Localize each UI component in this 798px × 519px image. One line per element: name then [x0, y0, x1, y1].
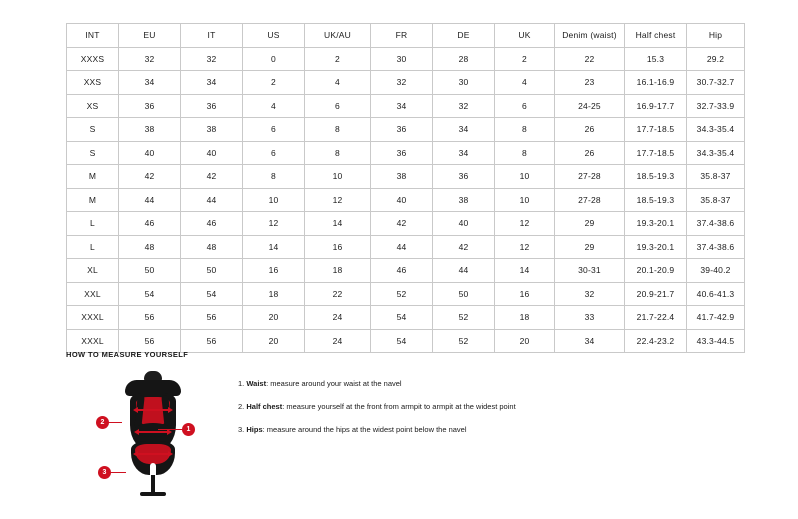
- column-header-eu: EU: [119, 24, 181, 48]
- cell: 44: [371, 235, 433, 259]
- marker-3-badge: 3: [98, 466, 111, 479]
- cell: 30: [371, 47, 433, 71]
- hips-measure-arrow-icon: [137, 453, 169, 455]
- cell: 36: [181, 94, 243, 118]
- cell: 50: [433, 282, 495, 306]
- marker-3-leader-line: [110, 472, 126, 473]
- column-header-it: IT: [181, 24, 243, 48]
- cell: 34: [433, 118, 495, 142]
- cell: 18: [243, 282, 305, 306]
- cell: 20: [243, 306, 305, 330]
- column-header-uk: UK: [495, 24, 555, 48]
- cell: 17.7-18.5: [625, 141, 687, 165]
- cell: 37.4-38.6: [687, 235, 745, 259]
- column-header-de: DE: [433, 24, 495, 48]
- how-to-measure-section: [66, 350, 746, 496]
- cell: 40: [119, 141, 181, 165]
- cell: 32.7-33.9: [687, 94, 745, 118]
- cell: 35.8-37: [687, 188, 745, 212]
- cell: 52: [433, 306, 495, 330]
- measure-instruction-waist: [238, 379, 516, 389]
- mannequin-stand-base: [140, 492, 166, 496]
- cell: 23: [555, 71, 625, 95]
- cell: 29: [555, 212, 625, 236]
- cell: 2: [495, 47, 555, 71]
- cell: XXXL: [67, 306, 119, 330]
- marker-2-badge: 2: [96, 416, 109, 429]
- mannequin-figure: [96, 371, 216, 496]
- cell: M: [67, 188, 119, 212]
- cell: 22: [555, 47, 625, 71]
- cell: 52: [371, 282, 433, 306]
- table-row: [67, 282, 745, 306]
- cell: 14: [243, 235, 305, 259]
- cell: 24-25: [555, 94, 625, 118]
- cell: 39-40.2: [687, 259, 745, 283]
- cell: 38: [433, 188, 495, 212]
- cell: 4: [243, 94, 305, 118]
- measure-instructions-list: [238, 371, 516, 448]
- cell: 10: [243, 188, 305, 212]
- cell: 40: [433, 212, 495, 236]
- marker-1-leader-line: [158, 429, 184, 430]
- cell: 34: [181, 71, 243, 95]
- cell: 43.3-44.5: [687, 329, 745, 353]
- cell: 8: [243, 165, 305, 189]
- table-row: [67, 259, 745, 283]
- cell: 8: [305, 141, 371, 165]
- cell: 36: [433, 165, 495, 189]
- cell: 4: [305, 71, 371, 95]
- cell: 16.9-17.7: [625, 94, 687, 118]
- cell: M: [67, 165, 119, 189]
- cell: 54: [181, 282, 243, 306]
- cell: 50: [181, 259, 243, 283]
- cell: L: [67, 235, 119, 259]
- cell: 20: [243, 329, 305, 353]
- cell: 20: [495, 329, 555, 353]
- cell: 50: [119, 259, 181, 283]
- cell: 40: [371, 188, 433, 212]
- cell: 35.8-37: [687, 165, 745, 189]
- cell: 12: [495, 235, 555, 259]
- cell: XXS: [67, 71, 119, 95]
- cell: 56: [119, 329, 181, 353]
- cell: XL: [67, 259, 119, 283]
- cell: 10: [495, 188, 555, 212]
- cell: 10: [495, 165, 555, 189]
- instruction-text: : measure yourself at the front from armpit to armpit at the widest point: [282, 402, 516, 412]
- table-row: [67, 118, 745, 142]
- cell: 18: [305, 259, 371, 283]
- instruction-term: Hips: [246, 425, 263, 435]
- cell: 30.7-32.7: [687, 71, 745, 95]
- how-to-measure-body: [66, 371, 746, 496]
- cell: 8: [495, 118, 555, 142]
- table-row: [67, 165, 745, 189]
- instruction-term: Waist: [246, 379, 267, 388]
- marker-1-badge: 1: [182, 423, 195, 436]
- cell: 18.5-19.3: [625, 188, 687, 212]
- column-header-int: INT: [67, 24, 119, 48]
- table-row: [67, 329, 745, 353]
- size-chart-body: [67, 47, 745, 353]
- cell: 41.7-42.9: [687, 306, 745, 330]
- cell: 10: [305, 165, 371, 189]
- table-row: [67, 47, 745, 71]
- cell: 42: [119, 165, 181, 189]
- cell: 8: [495, 141, 555, 165]
- cell: 32: [555, 282, 625, 306]
- cell: 14: [305, 212, 371, 236]
- cell: 12: [495, 212, 555, 236]
- cell: 18: [495, 306, 555, 330]
- cell: 20.1-20.9: [625, 259, 687, 283]
- cell: 16: [305, 235, 371, 259]
- cell: 6: [305, 94, 371, 118]
- cell: 12: [305, 188, 371, 212]
- table-row: [67, 235, 745, 259]
- cell: 16: [243, 259, 305, 283]
- measure-instruction-half-chest: [238, 402, 516, 412]
- column-header-us: US: [243, 24, 305, 48]
- cell: S: [67, 141, 119, 165]
- cell: 54: [119, 282, 181, 306]
- cell: XXXS: [67, 47, 119, 71]
- size-chart-table-wrapper: [66, 23, 735, 353]
- cell: 26: [555, 141, 625, 165]
- table-row: [67, 94, 745, 118]
- instruction-term: Half chest: [246, 402, 283, 412]
- cell: 21.7-22.4: [625, 306, 687, 330]
- cell: 17.7-18.5: [625, 118, 687, 142]
- cell: 38: [119, 118, 181, 142]
- cell: 34: [371, 94, 433, 118]
- cell: 56: [119, 306, 181, 330]
- cell: 29.2: [687, 47, 745, 71]
- table-header-row: [67, 24, 745, 48]
- column-header-uk-au: UK/AU: [305, 24, 371, 48]
- instruction-number: 3.: [238, 425, 245, 435]
- table-row: [67, 71, 745, 95]
- cell: L: [67, 212, 119, 236]
- cell: 46: [119, 212, 181, 236]
- cell: 34.3-35.4: [687, 118, 745, 142]
- cell: 14: [495, 259, 555, 283]
- cell: 44: [433, 259, 495, 283]
- marker-2-leader-line: [108, 422, 122, 423]
- cell: 15.3: [625, 47, 687, 71]
- cell: 54: [371, 329, 433, 353]
- cell: 33: [555, 306, 625, 330]
- column-header-denim-waist: Denim (waist): [555, 24, 625, 48]
- mannequin-stand-pole: [151, 475, 155, 493]
- instruction-text: : measure around the hips at the widest point below the navel: [262, 425, 467, 435]
- cell: 38: [371, 165, 433, 189]
- half-chest-measure-arrow-icon: [137, 409, 169, 411]
- mannequin-waist: [135, 423, 171, 437]
- cell: 30: [433, 71, 495, 95]
- cell: 29: [555, 235, 625, 259]
- cell: 6: [243, 118, 305, 142]
- column-header-hip: Hip: [687, 24, 745, 48]
- cell: 54: [371, 306, 433, 330]
- cell: 32: [119, 47, 181, 71]
- cell: 2: [305, 47, 371, 71]
- cell: 27-28: [555, 165, 625, 189]
- cell: 28: [433, 47, 495, 71]
- table-row: [67, 306, 745, 330]
- cell: 30-31: [555, 259, 625, 283]
- cell: 34.3-35.4: [687, 141, 745, 165]
- cell: 46: [371, 259, 433, 283]
- cell: 34: [119, 71, 181, 95]
- cell: 32: [181, 47, 243, 71]
- cell: 38: [181, 118, 243, 142]
- cell: 32: [433, 94, 495, 118]
- cell: 42: [371, 212, 433, 236]
- cell: XXXL: [67, 329, 119, 353]
- cell: 52: [433, 329, 495, 353]
- cell: S: [67, 118, 119, 142]
- cell: 48: [181, 235, 243, 259]
- cell: 12: [243, 212, 305, 236]
- cell: 6: [495, 94, 555, 118]
- cell: 34: [555, 329, 625, 353]
- cell: 44: [119, 188, 181, 212]
- cell: 46: [181, 212, 243, 236]
- cell: 56: [181, 306, 243, 330]
- cell: 34: [433, 141, 495, 165]
- cell: 24: [305, 306, 371, 330]
- cell: 8: [305, 118, 371, 142]
- cell: 32: [371, 71, 433, 95]
- size-chart-head: [67, 24, 745, 48]
- cell: 26: [555, 118, 625, 142]
- cell: 0: [243, 47, 305, 71]
- cell: 44: [181, 188, 243, 212]
- cell: 37.4-38.6: [687, 212, 745, 236]
- table-row: [67, 141, 745, 165]
- table-row: [67, 188, 745, 212]
- instruction-number: 2.: [238, 402, 245, 412]
- cell: 20.9-21.7: [625, 282, 687, 306]
- cell: 2: [243, 71, 305, 95]
- cell: 40.6-41.3: [687, 282, 745, 306]
- measure-instruction-hips: [238, 425, 516, 435]
- instruction-text: : measure around your waist at the navel: [266, 379, 402, 388]
- cell: 36: [371, 141, 433, 165]
- cell: 24: [305, 329, 371, 353]
- size-chart-table: [66, 23, 745, 353]
- cell: 42: [181, 165, 243, 189]
- column-header-fr: FR: [371, 24, 433, 48]
- cell: 4: [495, 71, 555, 95]
- cell: 16: [495, 282, 555, 306]
- cell: 36: [371, 118, 433, 142]
- cell: 22: [305, 282, 371, 306]
- waist-measure-arrow-icon: [138, 431, 168, 433]
- cell: 40: [181, 141, 243, 165]
- cell: 56: [181, 329, 243, 353]
- how-to-measure-title: HOW TO MEASURE YOURSELF: [66, 350, 189, 359]
- column-header-half-chest: Half chest: [625, 24, 687, 48]
- cell: 19.3-20.1: [625, 212, 687, 236]
- cell: XS: [67, 94, 119, 118]
- instruction-number: 1.: [238, 379, 245, 388]
- cell: 27-28: [555, 188, 625, 212]
- cell: 19.3-20.1: [625, 235, 687, 259]
- mannequin-icon: [114, 371, 192, 496]
- table-row: [67, 212, 745, 236]
- cell: 18.5-19.3: [625, 165, 687, 189]
- cell: 42: [433, 235, 495, 259]
- cell: XXL: [67, 282, 119, 306]
- cell: 22.4-23.2: [625, 329, 687, 353]
- cell: 48: [119, 235, 181, 259]
- cell: 36: [119, 94, 181, 118]
- cell: 6: [243, 141, 305, 165]
- cell: 16.1-16.9: [625, 71, 687, 95]
